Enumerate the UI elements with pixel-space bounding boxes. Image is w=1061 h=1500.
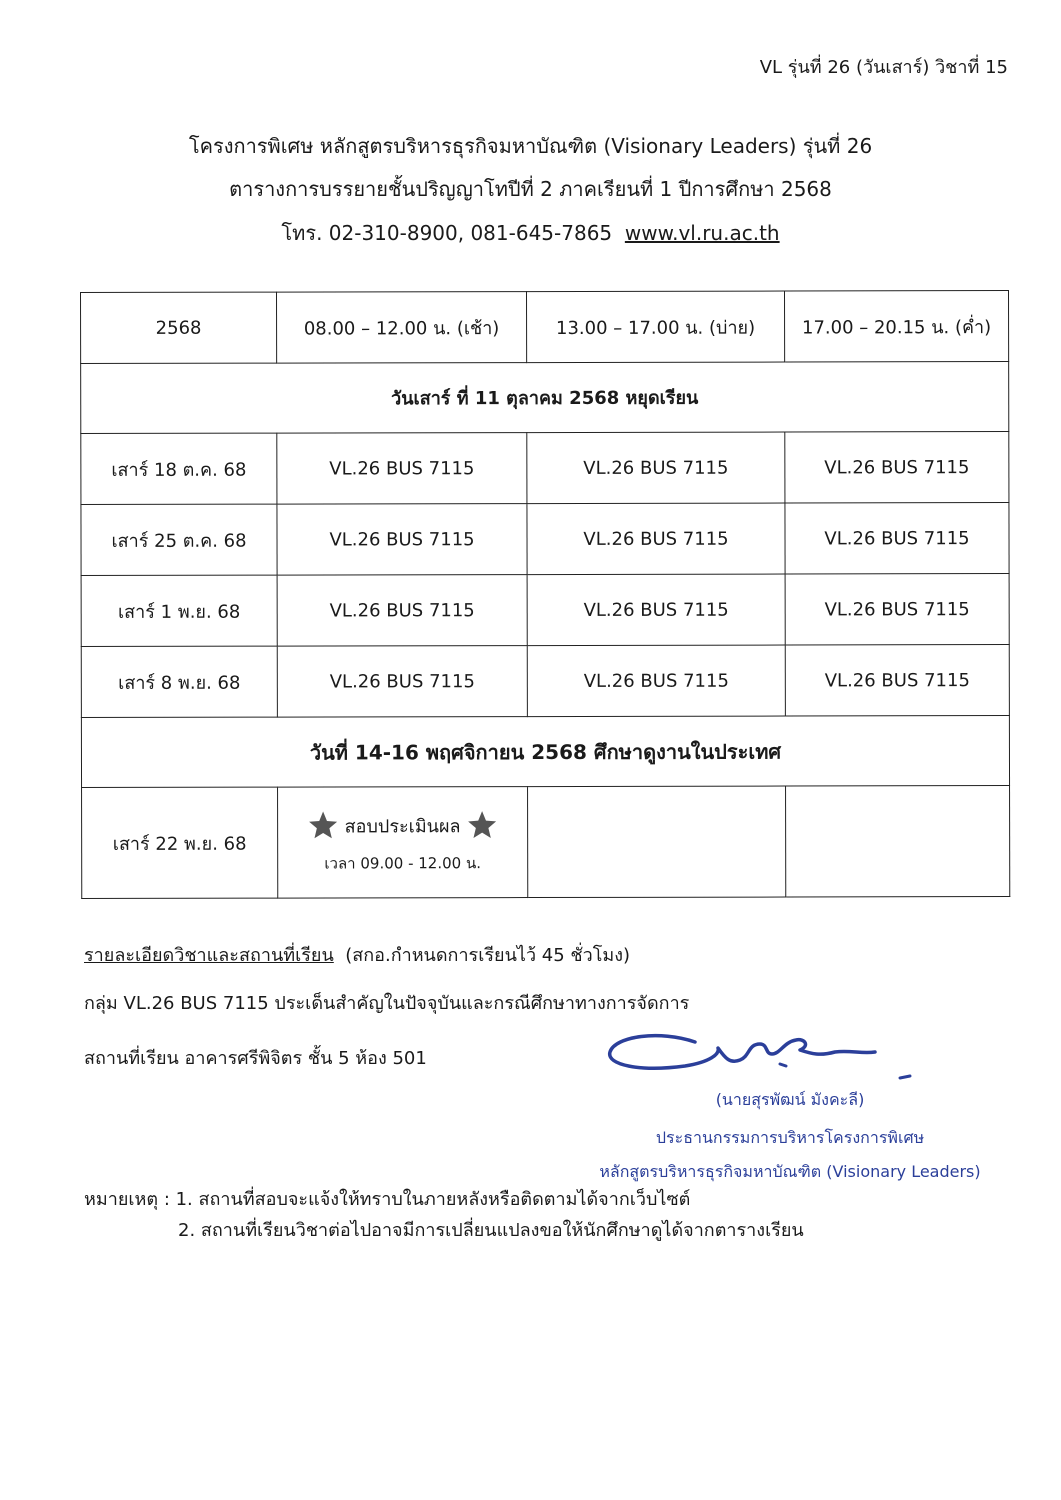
exam-evening-empty [786,786,1010,897]
signer-name: (นายสุรพัฒน์ มังคะลี) [715,1090,865,1109]
header-morning: 08.00 – 12.00 น. (เช้า) [277,292,527,364]
hours-note: (สกอ.กำหนดการเรียนไว้ 45 ชั่วโมง) [345,945,631,966]
exam-cell [278,787,528,899]
signer-position-1: ประธานกรรมการบริหารโครงการพิเศษ [655,1128,925,1147]
star-icon [307,809,339,841]
signature [600,1020,930,1090]
schedule-table [80,290,1010,899]
exam-row [82,786,1010,899]
row-morning: VL.26 BUS 7115 [277,504,527,576]
phone-numbers: โทร. 02-310-8900, 081-645-7865 [281,221,613,245]
row-morning: VL.26 BUS 7115 [277,646,527,718]
star-icon [467,809,499,841]
holiday-row [81,362,1009,434]
table-row [81,503,1009,576]
row-evening: VL.26 BUS 7115 [785,503,1009,574]
row-date: เสาร์ 8 พ.ย. 68 [81,646,277,717]
exam-time: เวลา 09.00 - 12.00 น. [324,854,481,873]
row-date: เสาร์ 25 ต.ค. 68 [81,504,277,575]
contact-line [0,217,1061,249]
row-morning: VL.26 BUS 7115 [277,433,527,505]
exam-label-row [284,809,521,841]
row-afternoon: VL.26 BUS 7115 [527,432,785,504]
location-line: สถานที่เรียน อาคารศรีพิจิตร ชั้น 5 ห้อง 501 [84,1048,427,1069]
row-afternoon: VL.26 BUS 7115 [527,574,785,646]
table-row [81,645,1009,718]
exam-date: เสาร์ 22 พ.ย. 68 [82,787,278,898]
website-link[interactable]: www.vl.ru.ac.th [624,221,780,245]
note-2: 2. สถานที่เรียนวิชาต่อไปอาจมีการเปลี่ยนแปลงขอให้นักศึกษาดูได้จากตารางเรียน [178,1220,804,1241]
field-trip-note: วันที่ 14-16 พฤศจิกายน 2568 ศึกษาดูงานในประเทศ [81,716,1009,788]
exam-afternoon-empty [528,786,786,898]
holiday-note: วันเสาร์ ที่ 11 ตุลาคม 2568 หยุดเรียน [81,362,1009,434]
row-afternoon: VL.26 BUS 7115 [527,645,785,717]
table-header-row [81,291,1009,364]
details-heading-line [84,940,630,969]
row-afternoon: VL.26 BUS 7115 [527,503,785,575]
course-group-line: กลุ่ม VL.26 BUS 7115 ประเด็นสำคัญในปัจจุบันและกรณีศึกษาทางการจัดการ [84,993,690,1014]
table-row [81,574,1009,647]
row-date: เสาร์ 18 ต.ค. 68 [81,433,277,504]
row-evening: VL.26 BUS 7115 [785,574,1009,645]
row-date: เสาร์ 1 พ.ย. 68 [81,575,277,646]
row-evening: VL.26 BUS 7115 [785,645,1009,716]
title-line-1: โครงการพิเศษ หลักสูตรบริหารธุรกิจมหาบัณฑิต (Visionary Leaders) รุ่นที่ 26 [188,134,873,158]
header-afternoon: 13.00 – 17.00 น. (บ่าย) [527,291,785,363]
row-evening: VL.26 BUS 7115 [785,432,1009,503]
note-1: หมายเหตุ : 1. สถานที่สอบจะแจ้งให้ทราบในภายหลังหรือติดตามได้จากเว็บไซต์ [84,1189,691,1210]
row-morning: VL.26 BUS 7115 [277,575,527,647]
signer-position-2: หลักสูตรบริหารธุรกิจมหาบัณฑิต (Visionary Leaders) [599,1162,981,1181]
table-row [81,432,1009,505]
header-year: 2568 [81,292,277,363]
header-evening: 17.00 – 20.15 น. (ค่ำ) [784,291,1008,362]
title-line-2: ตารางการบรรยายชั้นปริญญาโทปีที่ 2 ภาคเรียนที่ 1 ปีการศึกษา 2568 [229,177,832,201]
details-heading: รายละเอียดวิชาและสถานที่เรียน [84,945,334,966]
exam-label: สอบประเมินผล [344,815,461,837]
field-trip-row [81,716,1009,788]
document-reference: VL รุ่นที่ 26 (วันเสาร์) วิชาที่ 15 [759,57,1008,78]
